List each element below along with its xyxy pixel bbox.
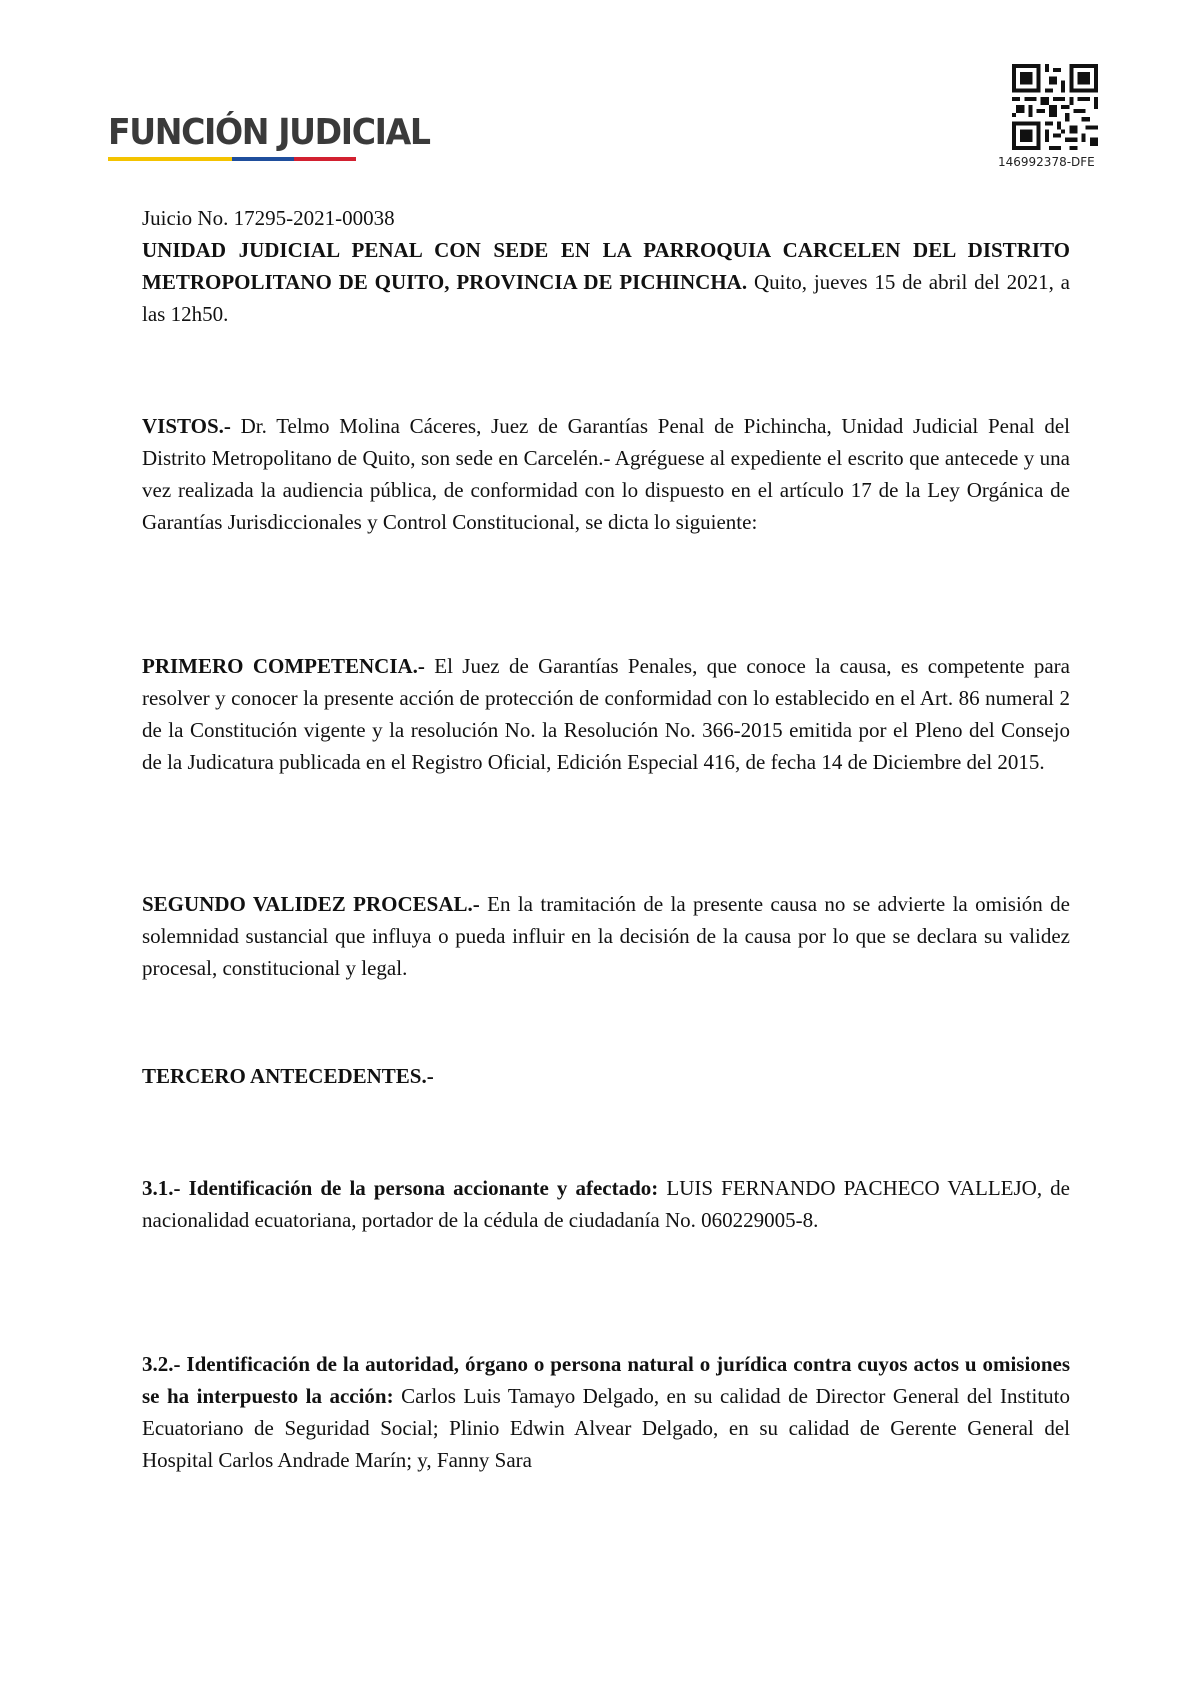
section-heading: VISTOS.- xyxy=(142,414,231,438)
section-tercero xyxy=(142,1060,1070,1092)
court-and-date xyxy=(142,234,1070,330)
section-segundo xyxy=(142,888,1070,984)
section-text: LUIS FERNANDO PACHECO VALLEJO, de nacionalidad ecuatoriana, portador de la cédula de ciudadanía No. 060229005-8. xyxy=(142,1176,1070,1232)
section-heading: TERCERO ANTECEDENTES.- xyxy=(142,1064,434,1088)
funcion-judicial-logo xyxy=(108,112,430,161)
section-heading: SEGUNDO VALIDEZ PROCESAL.- xyxy=(142,892,480,916)
section-heading: PRIMERO COMPETENCIA.- xyxy=(142,654,425,678)
place-date: Quito, jueves 15 de abril del 2021, a las 12h50. xyxy=(142,270,1071,326)
section-text: Carlos Luis Tamayo Delgado, en su calidad de Director General del Instituto Ecuatoriano de Seguridad Social; Plinio Edwin Alvear Delgado, en su calidad de Gerente General del Hospital Carlos Andrade Marín; y, Fanny Sara xyxy=(142,1384,1070,1472)
logo-flag-stripe xyxy=(108,157,356,161)
section-3-2 xyxy=(142,1348,1070,1476)
qr-code-icon xyxy=(1012,64,1098,150)
section-primero xyxy=(142,650,1070,778)
section-text: En la tramitación de la presente causa no se advierte la omisión de solemnidad sustancial que influya o pueda influir en la decisión de la causa por lo que se declara su validez procesal, constitucional y legal. xyxy=(142,892,1070,980)
section-heading: 3.1.- Identificación de la persona accionante y afectado: xyxy=(142,1176,659,1200)
qr-code-label: 146992378-DFE xyxy=(998,155,1095,169)
section-3-1 xyxy=(142,1172,1070,1236)
section-heading: 3.2.- Identificación de la autoridad, órgano o persona natural o jurídica contra cuyos actos u omisiones se ha interpuesto la acción: xyxy=(142,1352,1070,1408)
court-unit: UNIDAD JUDICIAL PENAL CON SEDE EN LA PARROQUIA CARCELEN DEL DISTRITO METROPOLITANO DE QUITO, PROVINCIA DE PICHINCHA. xyxy=(142,238,1070,294)
section-vistos xyxy=(142,410,1070,538)
logo-text: FUNCIÓN JUDICIAL xyxy=(108,112,430,153)
case-number: Juicio No. 17295-2021-00038 xyxy=(142,206,395,230)
section-text: Dr. Telmo Molina Cáceres, Juez de Garantías Penal de Pichincha, Unidad Judicial Penal del Distrito Metropolitano de Quito, son sede en Carcelén.- Agréguese al expediente el escrito que antecede y una vez realizada la audiencia pública, de conformidad con lo dispuesto en el artículo 17 de la Ley Orgánica de Garantías Jurisdiccionales y Control Constitucional, se dicta lo siguiente: xyxy=(142,414,1070,534)
case-header xyxy=(142,202,1070,330)
section-text: El Juez de Garantías Penales, que conoce la causa, es competente para resolver y conocer la presente acción de protección de conformidad con lo establecido en el Art. 86 numeral 2 de la Constitución vigente y la resolución No. la Resolución No. 366-2015 emitida por el Pleno del Consejo de la Judicatura publicada en el Registro Oficial, Edición Especial 416, de fecha 14 de Diciembre del 2015. xyxy=(142,654,1070,774)
